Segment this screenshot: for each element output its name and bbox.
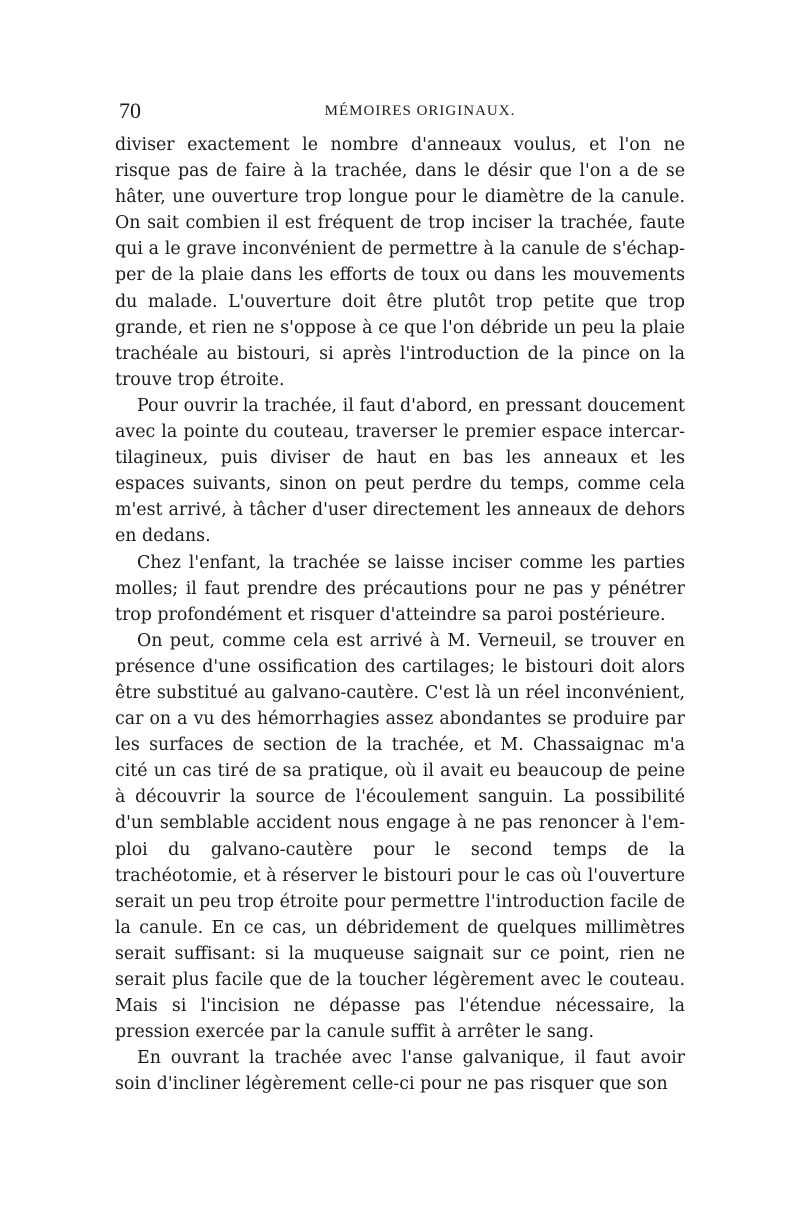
paragraph-2: Pour ouvrir la trachée, il faut d'abord, en pressant doucement avec la pointe du couteau, traverser le premier espace intercartilagineux, puis diviser de haut en bas les anneaux et les espaces suivants, sinon on peut perdre du temps, comme cela m'est arrivé, à tâcher d'user directement les anneaux de dehors en dedans. xyxy=(115,395,685,547)
running-title: MÉMOIRES ORIGINAUX. xyxy=(324,103,516,119)
body-text xyxy=(115,132,685,1097)
page-number: 70 xyxy=(119,98,141,123)
paragraph-3: Chez l'enfant, la trachée se laisse inciser comme les parties molles; il faut prendre des précautions pour ne pas y pénétrer trop profondément et risquer d'atteindre sa paroi postérieure. xyxy=(115,552,685,625)
running-head xyxy=(115,98,685,132)
paragraph-1: diviser exactement le nombre d'anneaux voulus, et l'on ne risque pas de faire à la trachée, dans le désir que l'on a de se hâter, une ouverture trop longue pour le diamètre de la canule. On sait combien il est fréquent de trop inciser la trachée, faute qui a le grave inconvénient de permettre à la canule de s'échapper de la plaie dans les efforts de toux ou dans les mouvements du malade. L'ouverture doit être plutôt trop petite que trop grande, et rien ne s'oppose à ce que l'on débride un peu la plaie trachéale au bistouri, si après l'introduction de la pince on la trouve trop étroite. xyxy=(115,135,685,390)
paragraph-4: On peut, comme cela est arrivé à M. Verneuil, se trouver en présence d'une ossification des cartilages; le bistouri doit alors être substitué au galvano-cautère. C'est là un réel inconvénient, car on a vu des hémorrhagies assez abondantes se produire par les surfaces de section de la trachée, et M. Chassaignac m'a cité un cas tiré de sa pratique, où il avait eu beaucoup de peine à découvrir la source de l'écoulement sanguin. La possibilité d'un semblable accident nous engage à ne pas renoncer à l'emploi du galvano-cautère pour le second temps de la trachéotomie, et à réserver le bistouri pour le cas où l'ouverture serait un peu trop étroite pour permettre l'introduction facile de la canule. En ce cas, un débridement de quelques millimètres serait suffisant: si la muqueuse saignait sur ce point, rien ne serait plus facile que de la toucher légèrement avec le couteau. Mais si l'incision ne dépasse pas l'étendue nécessaire, la pression exercée par la canule suffit à arrêter le sang. xyxy=(115,630,685,1043)
paragraph-5: En ouvrant la trachée avec l'anse galvanique, il faut avoir soin d'incliner légèrement celle-ci pour ne pas risquer que son xyxy=(115,1048,685,1095)
book-page xyxy=(115,98,685,1097)
